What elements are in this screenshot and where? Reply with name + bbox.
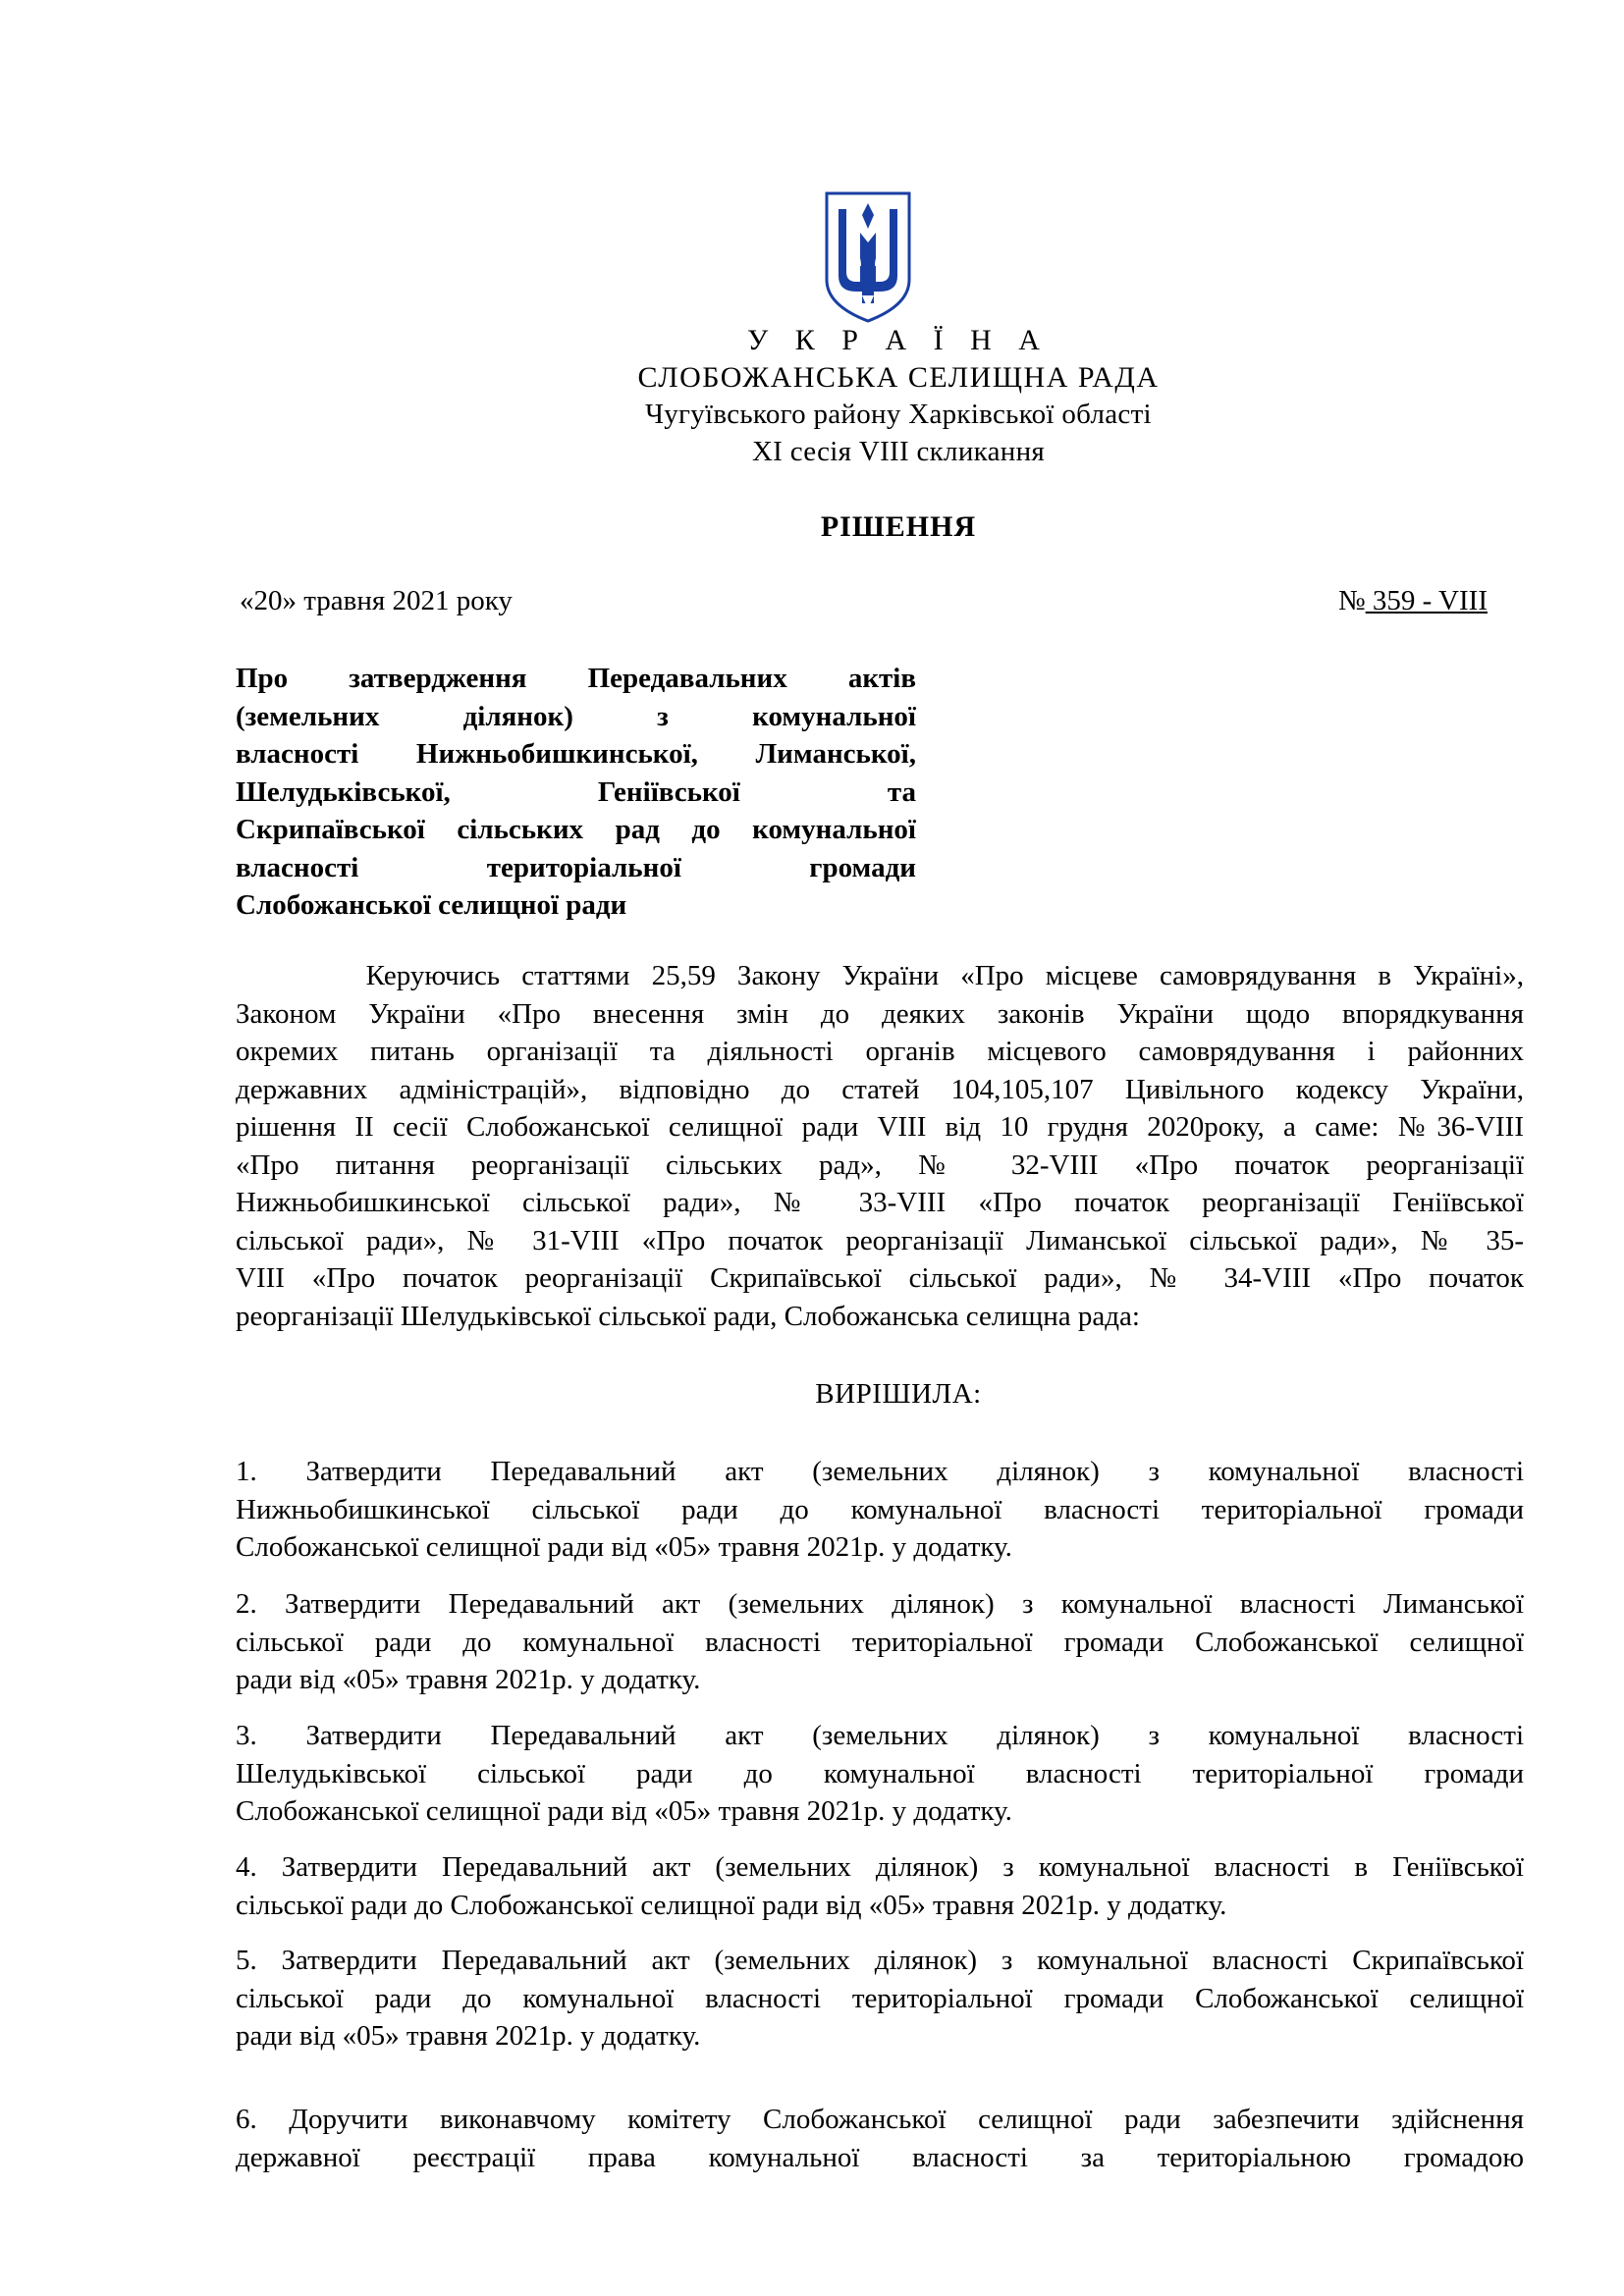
preamble-paragraph (236, 957, 1524, 1335)
decision-item-6 (236, 2101, 1524, 2176)
decision-item-2 (236, 1585, 1524, 1699)
item-line: сільської ради до комунальної власності територіальної громади Слобожанської селищної (236, 1982, 1524, 2014)
subject-line: Слобожанської селищної ради (236, 889, 627, 921)
item-line: сільської ради до Слобожанської селищної ради від «05» травня 2021р. у додатку. (236, 1889, 1227, 1921)
subject-line: (земельних ділянок) з комунальної (236, 700, 916, 732)
preamble-line: VІІІ «Про початок реорганізації Скрипаївської сільської ради», № 34-VІІІ «Про початок (236, 1262, 1524, 1294)
preamble-line: рішення ІІ сесії Слобожанської селищної ради VІІІ від 10 грудня 2020року, а саме: №36-VІІІ (236, 1111, 1524, 1143)
decision-subject (236, 660, 916, 925)
item-line: Слобожанської селищної ради від «05» травня 2021р. у додатку. (236, 1531, 1012, 1563)
number-value: 359 - VIII (1365, 585, 1488, 616)
preamble-line: державних адміністрацій», відповідно до статей 104,105,107 Цивільного кодексу України, (236, 1073, 1524, 1105)
item-line: 4. Затвердити Передавальний акт (земельних ділянок) з комунальної власності в Геніївської (236, 1851, 1524, 1883)
subject-line: Про затвердження Передавальних актів (236, 663, 916, 694)
preamble-line: «Про питання реорганізації сільських рад», № 32-VІІІ «Про початок реорганізації (236, 1148, 1524, 1181)
document-type-heading: РІШЕННЯ (820, 510, 977, 543)
item-line: державної реєстрації права комунальної власності за територіальною громадою (236, 2141, 1524, 2173)
subject-line: Скрипаївської сільських рад до комунальної (236, 814, 916, 845)
trident-coat-of-arms-icon (823, 189, 913, 325)
number-prefix: № (1338, 585, 1366, 616)
item-line: ради від «05» травня 2021р. у додатку. (236, 1664, 701, 1695)
item-line: 3. Затвердити Передавальний акт (земельних ділянок) з комунальної власності (236, 1720, 1524, 1751)
decision-number (1338, 585, 1488, 617)
preamble-line: реорганізації Шелудьківської сільської ради, Слобожанська селищна рада: (236, 1300, 1140, 1332)
decision-date: «20» травня 2021 року (240, 585, 513, 616)
subject-line: власності територіальної громади (236, 851, 916, 883)
subject-line: власності Нижньобишкинської, Лиманської, (236, 738, 916, 770)
item-line: 5. Затвердити Передавальний акт (земельних ділянок) з комунальної власності Скрипаївської (236, 1945, 1524, 1976)
item-line: Слобожанської селищної ради від «05» травня 2021р. у додатку. (236, 1795, 1012, 1827)
subject-line: Шелудьківської, Геніївської та (236, 775, 916, 808)
item-line: 1. Затвердити Передавальний акт (земельних ділянок) з комунальної власності (236, 1456, 1524, 1487)
preamble-line: окремих питань організації та діяльності органів місцевого самоврядування і районних (236, 1036, 1524, 1067)
decided-heading: ВИРІШИЛА: (815, 1378, 982, 1410)
decision-item-4 (236, 1848, 1524, 1924)
preamble-line: Нижньобишкинської сільської ради», № 33-VІІІ «Про початок реорганізації Геніївської (236, 1187, 1524, 1218)
decision-item-1 (236, 1453, 1524, 1567)
item-line: 6. Доручити виконавчому комітету Слобожанської селищної ради забезпечити здійснення (236, 2104, 1524, 2135)
item-line: сільської ради до комунальної власності територіальної громади Слобожанської селищної (236, 1626, 1524, 1658)
district-line: Чугуївського району Харківської області (645, 399, 1152, 430)
session-line: XI сесія VIII скликання (751, 436, 1046, 467)
item-line: ради від «05» травня 2021р. у додатку. (236, 2020, 701, 2052)
preamble-line: Керуючись статтями 25,59 Закону України «Про місцеве самоврядування в Україні», (236, 960, 1524, 991)
decision-item-5 (236, 1942, 1524, 2056)
item-line: 2. Затвердити Передавальний акт (земельних ділянок) з комунальної власності Лиманської (236, 1588, 1524, 1620)
preamble-line: Законом України «Про внесення змін до деяких законів України щодо впорядкування (236, 997, 1524, 1030)
item-line: Шелудьківської сільської ради до комунальної власності територіальної громади (236, 1757, 1524, 1789)
council-name: СЛОБОЖАНСЬКА СЕЛИЩНА РАДА (637, 361, 1160, 394)
country-title: У К Р А Ї Н А (747, 324, 1050, 356)
item-line: Нижньобишкинської сільської ради до комунальної власності територіальної громади (236, 1493, 1524, 1525)
preamble-line: сільської ради», № 31-VІІІ «Про початок реорганізації Лиманської сільської ради», № 35- (236, 1224, 1524, 1256)
decision-item-3 (236, 1717, 1524, 1831)
